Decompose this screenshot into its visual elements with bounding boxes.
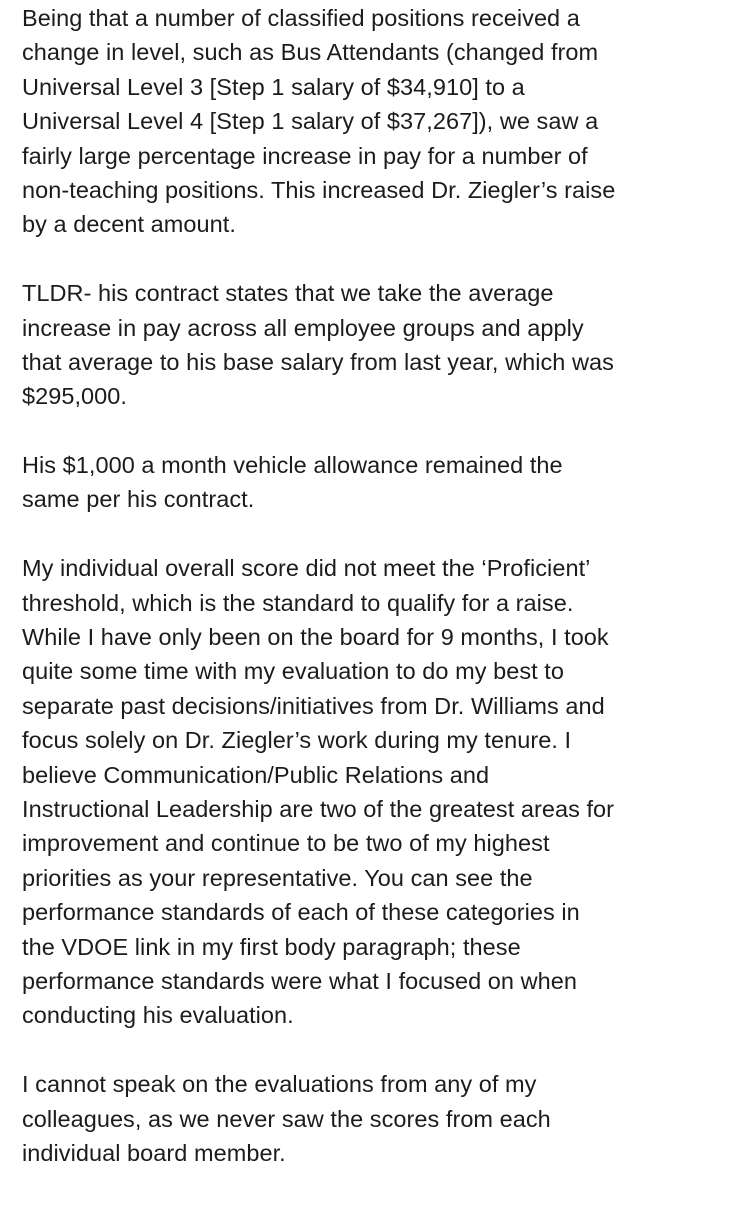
paragraph-colleagues — [22, 1067, 722, 1170]
text-line: colleagues, as we never saw the scores from each — [22, 1105, 551, 1132]
text-line: the VDOE link in my first body paragraph; these — [22, 933, 521, 960]
text-line: individual board member. — [22, 1139, 286, 1166]
text-line: Instructional Leadership are two of the greatest areas for — [22, 795, 615, 822]
text-line: believe Communication/Public Relations and — [22, 761, 490, 788]
post-body — [22, 0, 722, 1205]
text-line: improvement and continue to be two of my highest — [22, 830, 550, 857]
text-line: My individual overall score did not meet the ‘Proficient’ — [22, 555, 591, 582]
text-line: conducting his evaluation. — [22, 1002, 294, 1029]
text-line: focus solely on Dr. Ziegler’s work during my tenure. I — [22, 727, 572, 754]
text-line: increase in pay across all employee groups and apply — [22, 314, 584, 341]
paragraph-classified-positions — [22, 1, 722, 242]
paragraph-vehicle-allowance — [22, 448, 722, 517]
text-line: I cannot speak on the evaluations from any of my — [22, 1071, 537, 1098]
text-line: by a decent amount. — [22, 211, 236, 238]
text-line: While I have only been on the board for 9 months, I took — [22, 624, 609, 651]
text-line: priorities as your representative. You can see the — [22, 864, 533, 891]
text-line: TLDR- his contract states that we take the average — [22, 280, 554, 307]
text-line: Universal Level 4 [Step 1 salary of $37,267]), we saw a — [22, 108, 599, 135]
text-line: His $1,000 a month vehicle allowance remained the — [22, 452, 563, 479]
text-line: change in level, such as Bus Attendants (changed from — [22, 39, 599, 66]
text-line: $295,000. — [22, 383, 127, 410]
text-line: Universal Level 3 [Step 1 salary of $34,910] to a — [22, 73, 525, 100]
text-line: performance standards of each of these categories in — [22, 899, 580, 926]
text-line: separate past decisions/initiatives from Dr. Williams and — [22, 692, 605, 719]
paragraph-evaluation-score — [22, 551, 722, 1032]
text-line: same per his contract. — [22, 486, 255, 513]
text-line: non-teaching positions. This increased Dr. Ziegler’s raise — [22, 176, 616, 203]
text-line: quite some time with my evaluation to do my best to — [22, 658, 564, 685]
paragraph-tldr — [22, 276, 722, 414]
text-line: threshold, which is the standard to qualify for a raise. — [22, 589, 574, 616]
text-line: that average to his base salary from last year, which was — [22, 348, 614, 375]
text-line: fairly large percentage increase in pay for a number of — [22, 142, 588, 169]
text-line: performance standards were what I focused on when — [22, 967, 578, 994]
text-line: Being that a number of classified positions received a — [22, 5, 580, 31]
